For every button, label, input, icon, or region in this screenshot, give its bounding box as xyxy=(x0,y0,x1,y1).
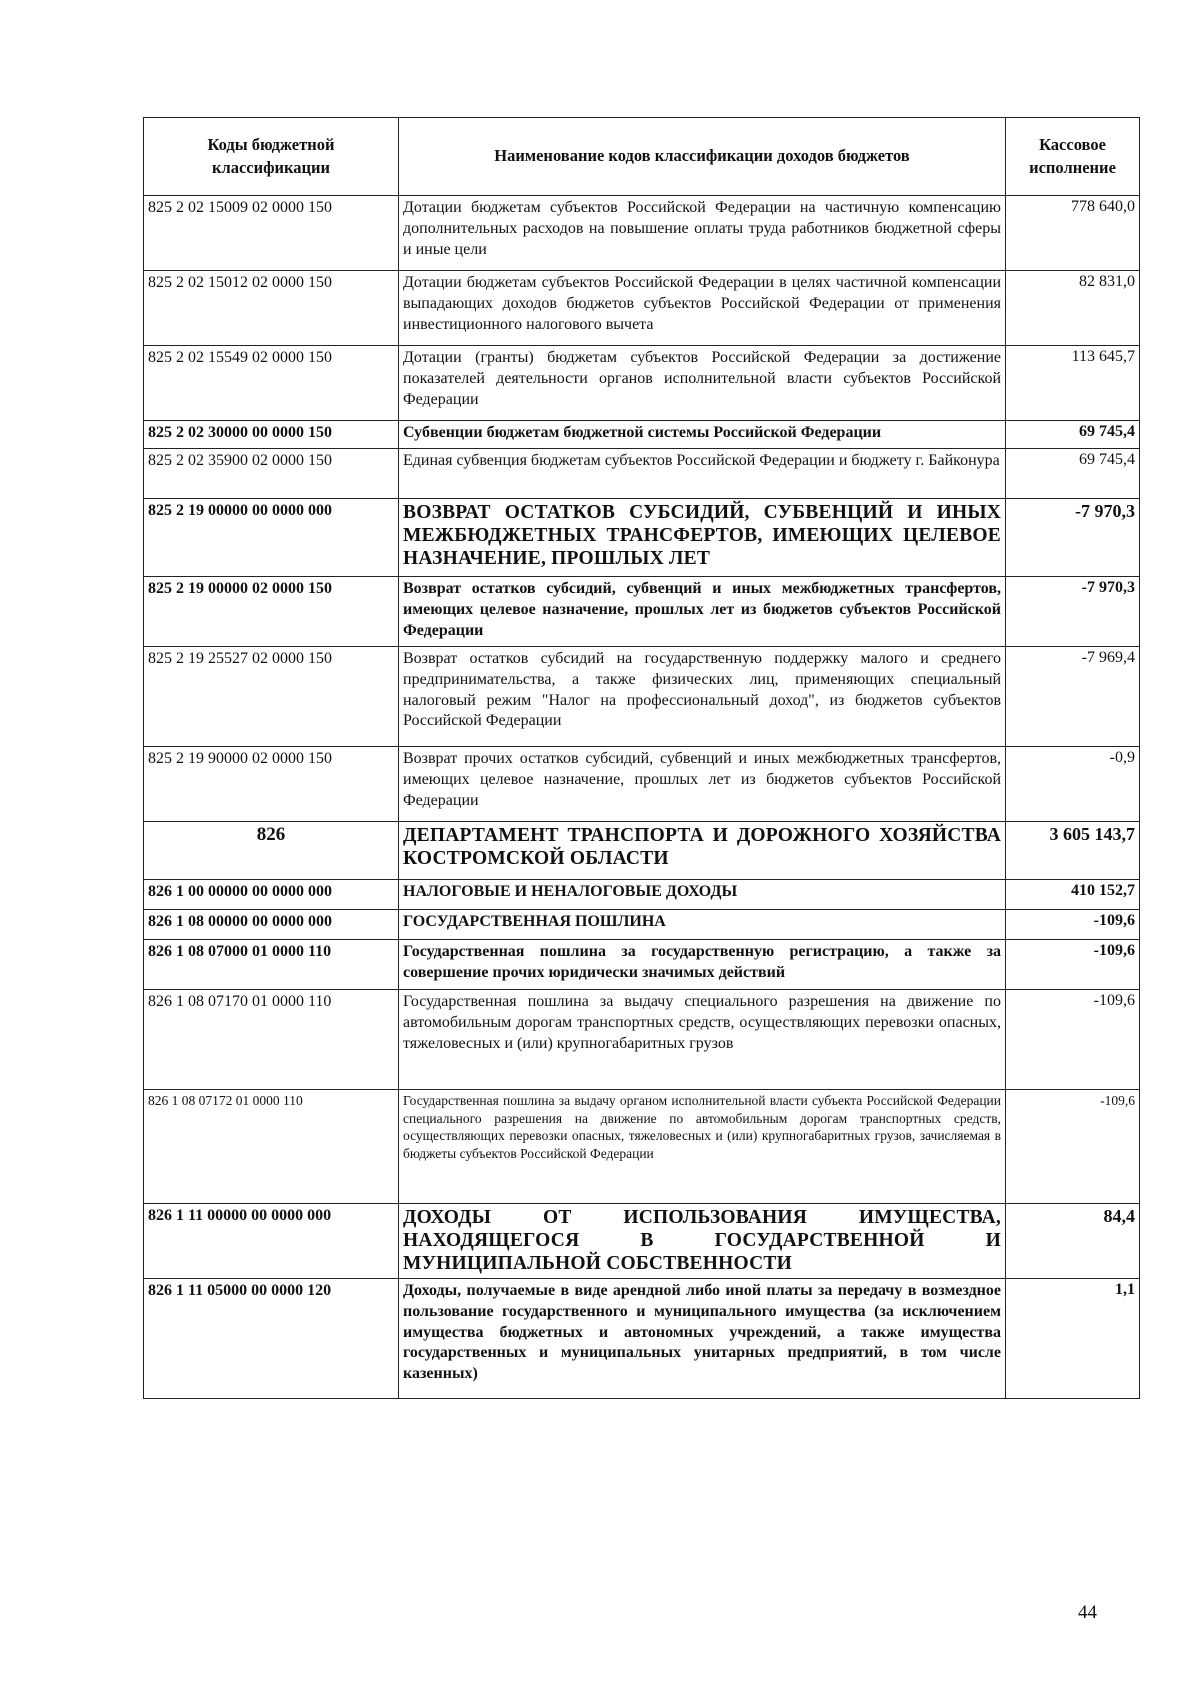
table-row xyxy=(144,747,1140,822)
row-code: 826 1 08 07172 01 0000 110 xyxy=(144,1090,399,1204)
row-code: 825 2 02 15009 02 0000 150 xyxy=(144,196,399,271)
row-code: 826 1 11 05000 00 0000 120 xyxy=(144,1279,399,1399)
row-name: НАЛОГОВЫЕ И НЕНАЛОГОВЫЕ ДОХОДЫ xyxy=(399,880,1006,910)
row-amount: 3 605 143,7 xyxy=(1006,822,1140,880)
row-code: 826 1 00 00000 00 0000 000 xyxy=(144,880,399,910)
row-amount: 82 831,0 xyxy=(1006,271,1140,346)
header-code: Коды бюджетной классификации xyxy=(144,118,399,196)
row-name: Субвенции бюджетам бюджетной системы Российской Федерации xyxy=(399,421,1006,449)
row-amount: 1,1 xyxy=(1006,1279,1140,1399)
row-code: 825 2 19 90000 02 0000 150 xyxy=(144,747,399,822)
header-amount: Кассовое исполнение xyxy=(1006,118,1140,196)
row-code: 826 1 11 00000 00 0000 000 xyxy=(144,1204,399,1279)
table-row xyxy=(144,196,1140,271)
row-code: 825 2 19 00000 02 0000 150 xyxy=(144,577,399,647)
table-row xyxy=(144,880,1140,910)
table-row xyxy=(144,346,1140,421)
revenue-table xyxy=(143,117,1140,1399)
table-row xyxy=(144,1204,1140,1279)
table-row xyxy=(144,647,1140,747)
table-row xyxy=(144,1279,1140,1399)
row-name: Возврат прочих остатков субсидий, субвенций и иных межбюджетных трансфертов, имеющих целевое назначение, прошлых лет из бюджетов субъектов Российской Федерации xyxy=(399,747,1006,822)
row-code: 826 1 08 07170 01 0000 110 xyxy=(144,990,399,1090)
table-row xyxy=(144,910,1140,940)
row-code: 825 2 02 15012 02 0000 150 xyxy=(144,271,399,346)
row-amount: -7 969,4 xyxy=(1006,647,1140,747)
row-name: Дотации (гранты) бюджетам субъектов Российской Федерации за достижение показателей деятельности органов исполнительной власти субъектов Российской Федерации xyxy=(399,346,1006,421)
row-name: Доходы, получаемые в виде арендной либо иной платы за передачу в возмездное пользование государственного и муниципального имущества (за исключением имущества бюджетных и автономных учреждений, а также имущества государственных и муниципальных унитарных предприятий, в том числе казенных) xyxy=(399,1279,1006,1399)
row-amount: -109,6 xyxy=(1006,1090,1140,1204)
table-row xyxy=(144,822,1140,880)
table-header-row xyxy=(144,118,1140,196)
row-amount: -109,6 xyxy=(1006,940,1140,990)
table-row xyxy=(144,990,1140,1090)
row-name: Дотации бюджетам субъектов Российской Федерации на частичную компенсацию дополнительных расходов на повышение оплаты труда работников бюджетной сферы и иные цели xyxy=(399,196,1006,271)
row-code: 826 1 08 07000 01 0000 110 xyxy=(144,940,399,990)
page-number: 44 xyxy=(1078,1602,1097,1623)
table-row xyxy=(144,940,1140,990)
table-row xyxy=(144,449,1140,499)
row-name: Возврат остатков субсидий, субвенций и иных межбюджетных трансфертов, имеющих целевое назначение, прошлых лет из бюджетов субъектов Российской Федерации xyxy=(399,577,1006,647)
header-name: Наименование кодов классификации доходов бюджетов xyxy=(399,118,1006,196)
row-code: 826 xyxy=(144,822,399,880)
row-amount: -7 970,3 xyxy=(1006,499,1140,577)
row-code: 826 1 08 00000 00 0000 000 xyxy=(144,910,399,940)
row-name: ДЕПАРТАМЕНТ ТРАНСПОРТА И ДОРОЖНОГО ХОЗЯЙСТВА КОСТРОМСКОЙ ОБЛАСТИ xyxy=(399,822,1006,880)
row-amount: -109,6 xyxy=(1006,910,1140,940)
row-name: Единая субвенция бюджетам субъектов Российской Федерации и бюджету г. Байконура xyxy=(399,449,1006,499)
row-code: 825 2 19 00000 00 0000 000 xyxy=(144,499,399,577)
row-name: Государственная пошлина за государственную регистрацию, а также за совершение прочих юридически значимых действий xyxy=(399,940,1006,990)
row-amount: -109,6 xyxy=(1006,990,1140,1090)
row-amount: 84,4 xyxy=(1006,1204,1140,1279)
table-row xyxy=(144,1090,1140,1204)
row-name: Дотации бюджетам субъектов Российской Федерации в целях частичной компенсации выпадающих доходов бюджетов субъектов Российской Федерации от применения инвестиционного налогового вычета xyxy=(399,271,1006,346)
row-code: 825 2 02 30000 00 0000 150 xyxy=(144,421,399,449)
table-row xyxy=(144,499,1140,577)
row-amount: 113 645,7 xyxy=(1006,346,1140,421)
row-amount: 69 745,4 xyxy=(1006,421,1140,449)
row-name: Государственная пошлина за выдачу специального разрешения на движение по автомобильным дорогам транспортных средств, осуществляющих перевозки опасных, тяжеловесных и (или) крупногабаритных грузов xyxy=(399,990,1006,1090)
row-amount: 69 745,4 xyxy=(1006,449,1140,499)
row-code: 825 2 02 15549 02 0000 150 xyxy=(144,346,399,421)
row-name: Государственная пошлина за выдачу органом исполнительной власти субъекта Российской Федерации специального разрешения на движение по автомобильным дорогам транспортных средств, осуществляющих перевозки опасных, тяжеловесных и (или) крупногабаритных грузов, зачисляемая в бюджеты субъектов Российской Федерации xyxy=(399,1090,1006,1204)
table-row xyxy=(144,421,1140,449)
row-code: 825 2 02 35900 02 0000 150 xyxy=(144,449,399,499)
table-row xyxy=(144,271,1140,346)
row-name: ГОСУДАРСТВЕННАЯ ПОШЛИНА xyxy=(399,910,1006,940)
row-code: 825 2 19 25527 02 0000 150 xyxy=(144,647,399,747)
row-name: ВОЗВРАТ ОСТАТКОВ СУБСИДИЙ, СУБВЕНЦИЙ И ИНЫХ МЕЖБЮДЖЕТНЫХ ТРАНСФЕРТОВ, ИМЕЮЩИХ ЦЕЛЕВОЕ НАЗНАЧЕНИЕ, ПРОШЛЫХ ЛЕТ xyxy=(399,499,1006,577)
row-amount: -0,9 xyxy=(1006,747,1140,822)
row-amount: 778 640,0 xyxy=(1006,196,1140,271)
row-amount: 410 152,7 xyxy=(1006,880,1140,910)
row-name: ДОХОДЫ ОТ ИСПОЛЬЗОВАНИЯ ИМУЩЕСТВА, НАХОДЯЩЕГОСЯ В ГОСУДАРСТВЕННОЙ И МУНИЦИПАЛЬНОЙ СОБСТВЕННОСТИ xyxy=(399,1204,1006,1279)
table-row xyxy=(144,577,1140,647)
row-name: Возврат остатков субсидий на государственную поддержку малого и среднего предпринимательства, а также физических лиц, применяющих специальный налоговый режим "Налог на профессиональный доход", из бюджетов субъектов Российской Федерации xyxy=(399,647,1006,747)
row-amount: -7 970,3 xyxy=(1006,577,1140,647)
